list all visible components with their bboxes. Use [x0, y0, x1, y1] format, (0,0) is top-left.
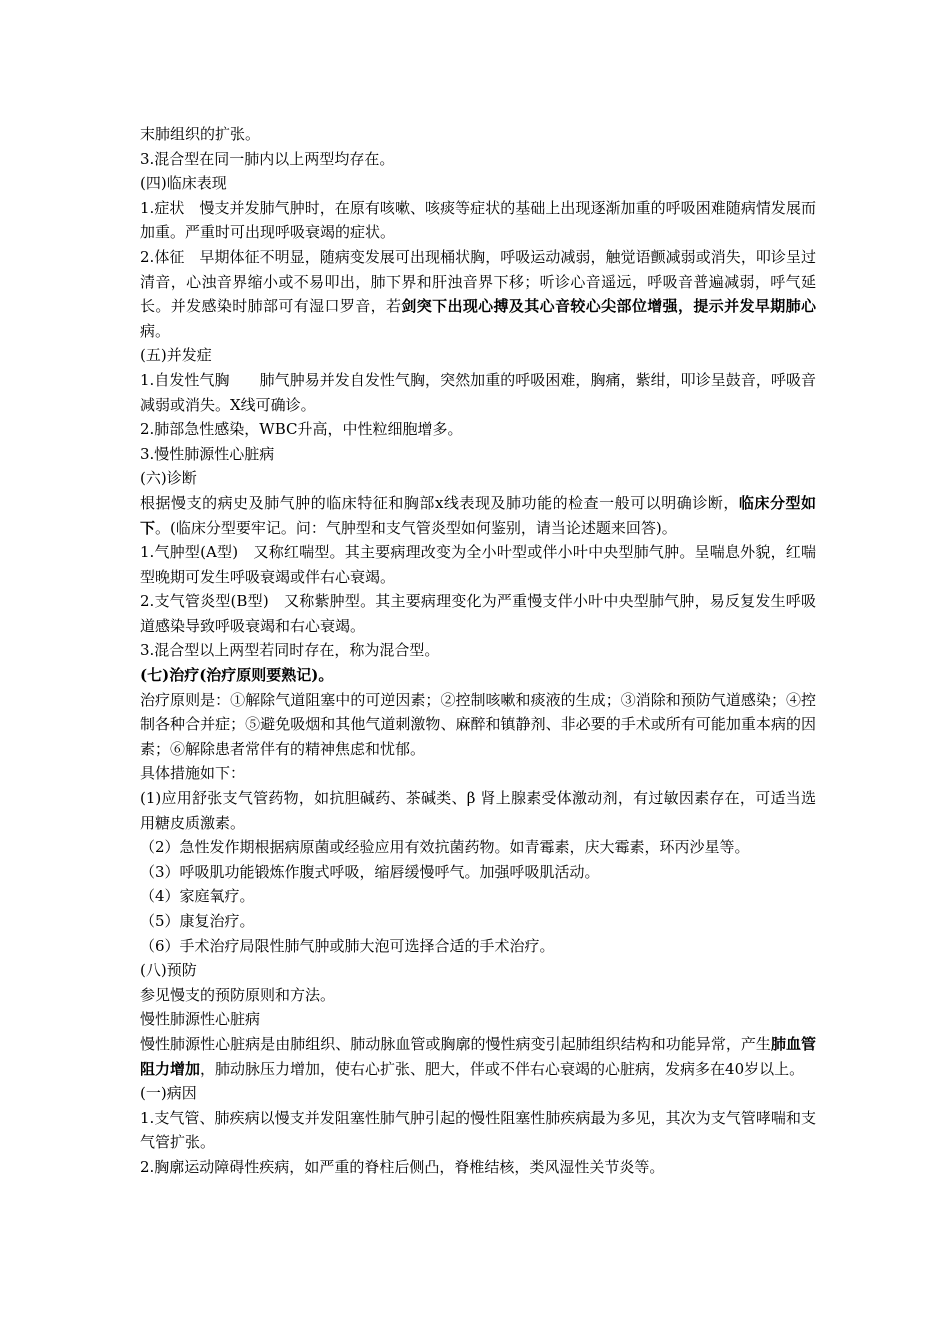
list-item: （3）呼吸肌功能锻炼作腹式呼吸，缩唇缓慢呼气。加强呼吸肌活动。 [140, 862, 600, 881]
paragraph: 3.混合型以上两型若同时存在，称为混合型。 [140, 641, 440, 660]
list-item: （4）家庭氧疗。 [140, 887, 255, 906]
paragraph [140, 245, 816, 343]
section-heading-bold [140, 663, 816, 688]
paragraph: 1.气肿型(A型) 又称红喘型。其主要病理改变为全小叶型或伴小叶中央型肺气肿。呈喘息外貌，红喘型晚期可发生呼吸衰竭或伴右心衰竭。 [140, 543, 816, 586]
paragraph: 2.肺部急性感染，WBC升高，中性粒细胞增多。 [140, 420, 463, 439]
paragraph: 参见慢支的预防原则和方法。 [140, 985, 336, 1004]
paragraph [140, 491, 816, 540]
bold-text: (七)治疗(治疗原则要熟记)。 [140, 666, 334, 685]
paragraph: 3.混合型在同一肺内以上两型均存在。 [140, 149, 395, 168]
paragraph: 末肺组织的扩张。 [140, 125, 261, 143]
text-run: 根据慢支的病史及肺气肿的临床特征和胸部x线表现及肺功能的检查一般可以明确诊断， [140, 493, 739, 512]
paragraph: 1.症状 慢支并发肺气肿时，在原有咳嗽、咳痰等症状的基础上出现逐渐加重的呼吸困难随病情发展而加重。严重时可出现呼吸衰竭的症状。 [140, 198, 816, 242]
text-run: 病。 [140, 321, 171, 340]
paragraph: 3.慢性肺源性心脏病 [140, 444, 275, 463]
paragraph [140, 1032, 816, 1081]
section-heading: (一)病因 [140, 1084, 197, 1103]
section-heading: (六)诊断 [140, 469, 197, 488]
paragraph: 1.支气管、肺疾病以慢支并发阻塞性肺气肿引起的慢性阻塞性肺疾病最为多见，其次为支气管哮喘和支气管扩张。 [140, 1108, 816, 1152]
text-run: ，肺动脉压力增加，使右心扩张、肥大，伴或不伴右心衰竭的心脏病，发病多在40岁以上。 [200, 1059, 805, 1078]
section-heading: (八)预防 [140, 961, 197, 980]
section-heading: (五)并发症 [140, 346, 212, 365]
text-run: 2.体征 早期体征不明显，随病变发展可出现桶状胸，呼吸运动减弱，触觉语颤减弱或消失，叩诊呈过清音，心浊音界缩小或不易叩出，肺下界和肝浊音界下移；听诊心音遥远，呼吸音普遍减弱，呼气延长。并发感染时肺部可有湿口罗音，若 [140, 247, 816, 316]
paragraph: 1.自发性气胸 肺气肿易并发自发性气胸，突然加重的呼吸困难，胸痛，紫绀，叩诊呈鼓音，呼吸音减弱或消失。X线可确诊。 [140, 370, 816, 414]
text-run: 。(临床分型要牢记。问：气肿型和支气管炎型如何鉴别，请当论述题来回答)。 [155, 518, 677, 537]
bold-text: 剑突下出现心搏及其心音较心尖部位增强，提示并发早期肺心 [401, 297, 816, 316]
list-item: （5）康复治疗。 [140, 912, 255, 930]
text-run: 慢性肺源性心脏病是由肺组织、肺动脉血管或胸廓的慢性病变引起肺组织结构和功能异常，产生 [140, 1034, 771, 1053]
section-heading: (四)临床表现 [140, 174, 227, 193]
document-body [140, 122, 816, 1180]
bold-text: 临床分型如下 [140, 493, 816, 537]
paragraph: 具体措施如下： [140, 764, 246, 783]
list-item: (1)应用舒张支气管药物，如抗胆碱药、茶碱类、β 肾上腺素受体激动剂，有过敏因素存在，可适当选用糖皮质激素。 [140, 789, 816, 832]
list-item: （2）急性发作期根据病原菌或经验应用有效抗菌药物。如青霉素，庆大霉素，环丙沙星等。 [140, 838, 750, 857]
bold-text: 肺血管阻力增加 [140, 1034, 816, 1078]
list-item: （6）手术治疗局限性肺气肿或肺大泡可选择合适的手术治疗。 [140, 936, 555, 955]
paragraph: 治疗原则是：①解除气道阻塞中的可逆因素；②控制咳嗽和痰液的生成；③消除和预防气道感染；④控制各种合并症；⑤避免吸烟和其他气道刺激物、麻醉和镇静剂、非必要的手术或所有可能加重本病的因素；⑥解除患者常伴有的精神焦虑和忧郁。 [140, 690, 816, 758]
paragraph: 2.支气管炎型(B型) 又称紫肿型。其主要病理变化为严重慢支伴小叶中央型肺气肿，易反复发生呼吸道感染导致呼吸衰竭和右心衰竭。 [140, 592, 816, 635]
section-title: 慢性肺源性心脏病 [140, 1010, 261, 1029]
paragraph: 2.胸廓运动障碍性疾病，如严重的脊柱后侧凸，脊椎结核，类风湿性关节炎等。 [140, 1157, 665, 1176]
